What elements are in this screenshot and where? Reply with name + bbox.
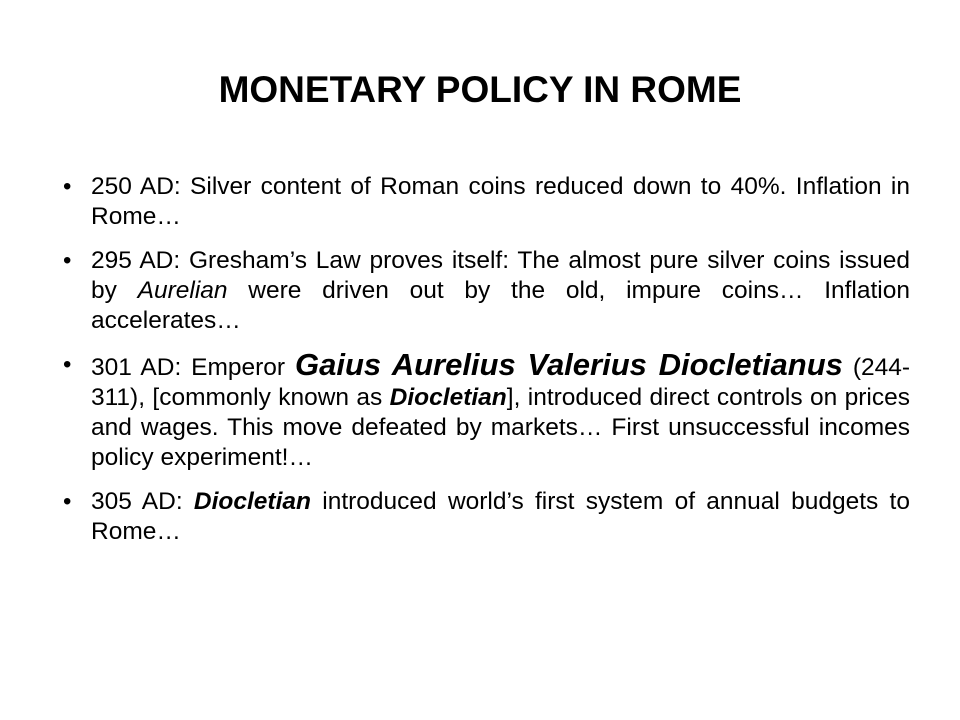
bullet-text: 295 AD: Gresham’s Law proves itself: The almost pure silver coins issued by bbox=[91, 247, 910, 304]
bullet-dot-icon: • bbox=[63, 488, 72, 515]
emperor-name-diocletian: Diocletian bbox=[389, 384, 507, 411]
bullet-text: 301 AD: Emperor bbox=[91, 354, 295, 381]
bullet-dot-icon: • bbox=[63, 247, 72, 274]
bullet-text: 250 AD: Silver content of Roman coins reduced down to 40%. Inflation in Rome… bbox=[91, 173, 910, 230]
bullet-list bbox=[63, 172, 910, 561]
slide-title: MONETARY POLICY IN ROME bbox=[218, 69, 742, 110]
bullet-dot-icon: • bbox=[63, 351, 72, 378]
bullet-text: (244-311), [commonly known as bbox=[91, 354, 911, 411]
bullet-dot-icon: • bbox=[63, 173, 72, 200]
emperor-name-diocletian: Diocletian bbox=[193, 488, 311, 515]
bullet-text: ], introduced direct controls on prices and wages. This move defeated by markets… First unsuccessful incomes policy experiment!… bbox=[91, 384, 910, 471]
bullet-item-305ad bbox=[63, 487, 910, 547]
bullet-item-295ad bbox=[63, 246, 910, 336]
emperor-name-aurelian: Aurelian bbox=[137, 277, 228, 304]
bullet-text: 305 AD: bbox=[91, 488, 194, 515]
bullet-text: introduced world’s first system of annual budgets to Rome… bbox=[91, 488, 910, 545]
bullet-text: were driven out by the old, impure coins… Inflation accelerates… bbox=[91, 277, 911, 334]
bullet-item-301ad bbox=[63, 347, 911, 473]
bullet-item-250ad bbox=[63, 172, 910, 232]
emperor-full-name: Gaius Aurelius Valerius Diocletianus bbox=[295, 347, 843, 382]
